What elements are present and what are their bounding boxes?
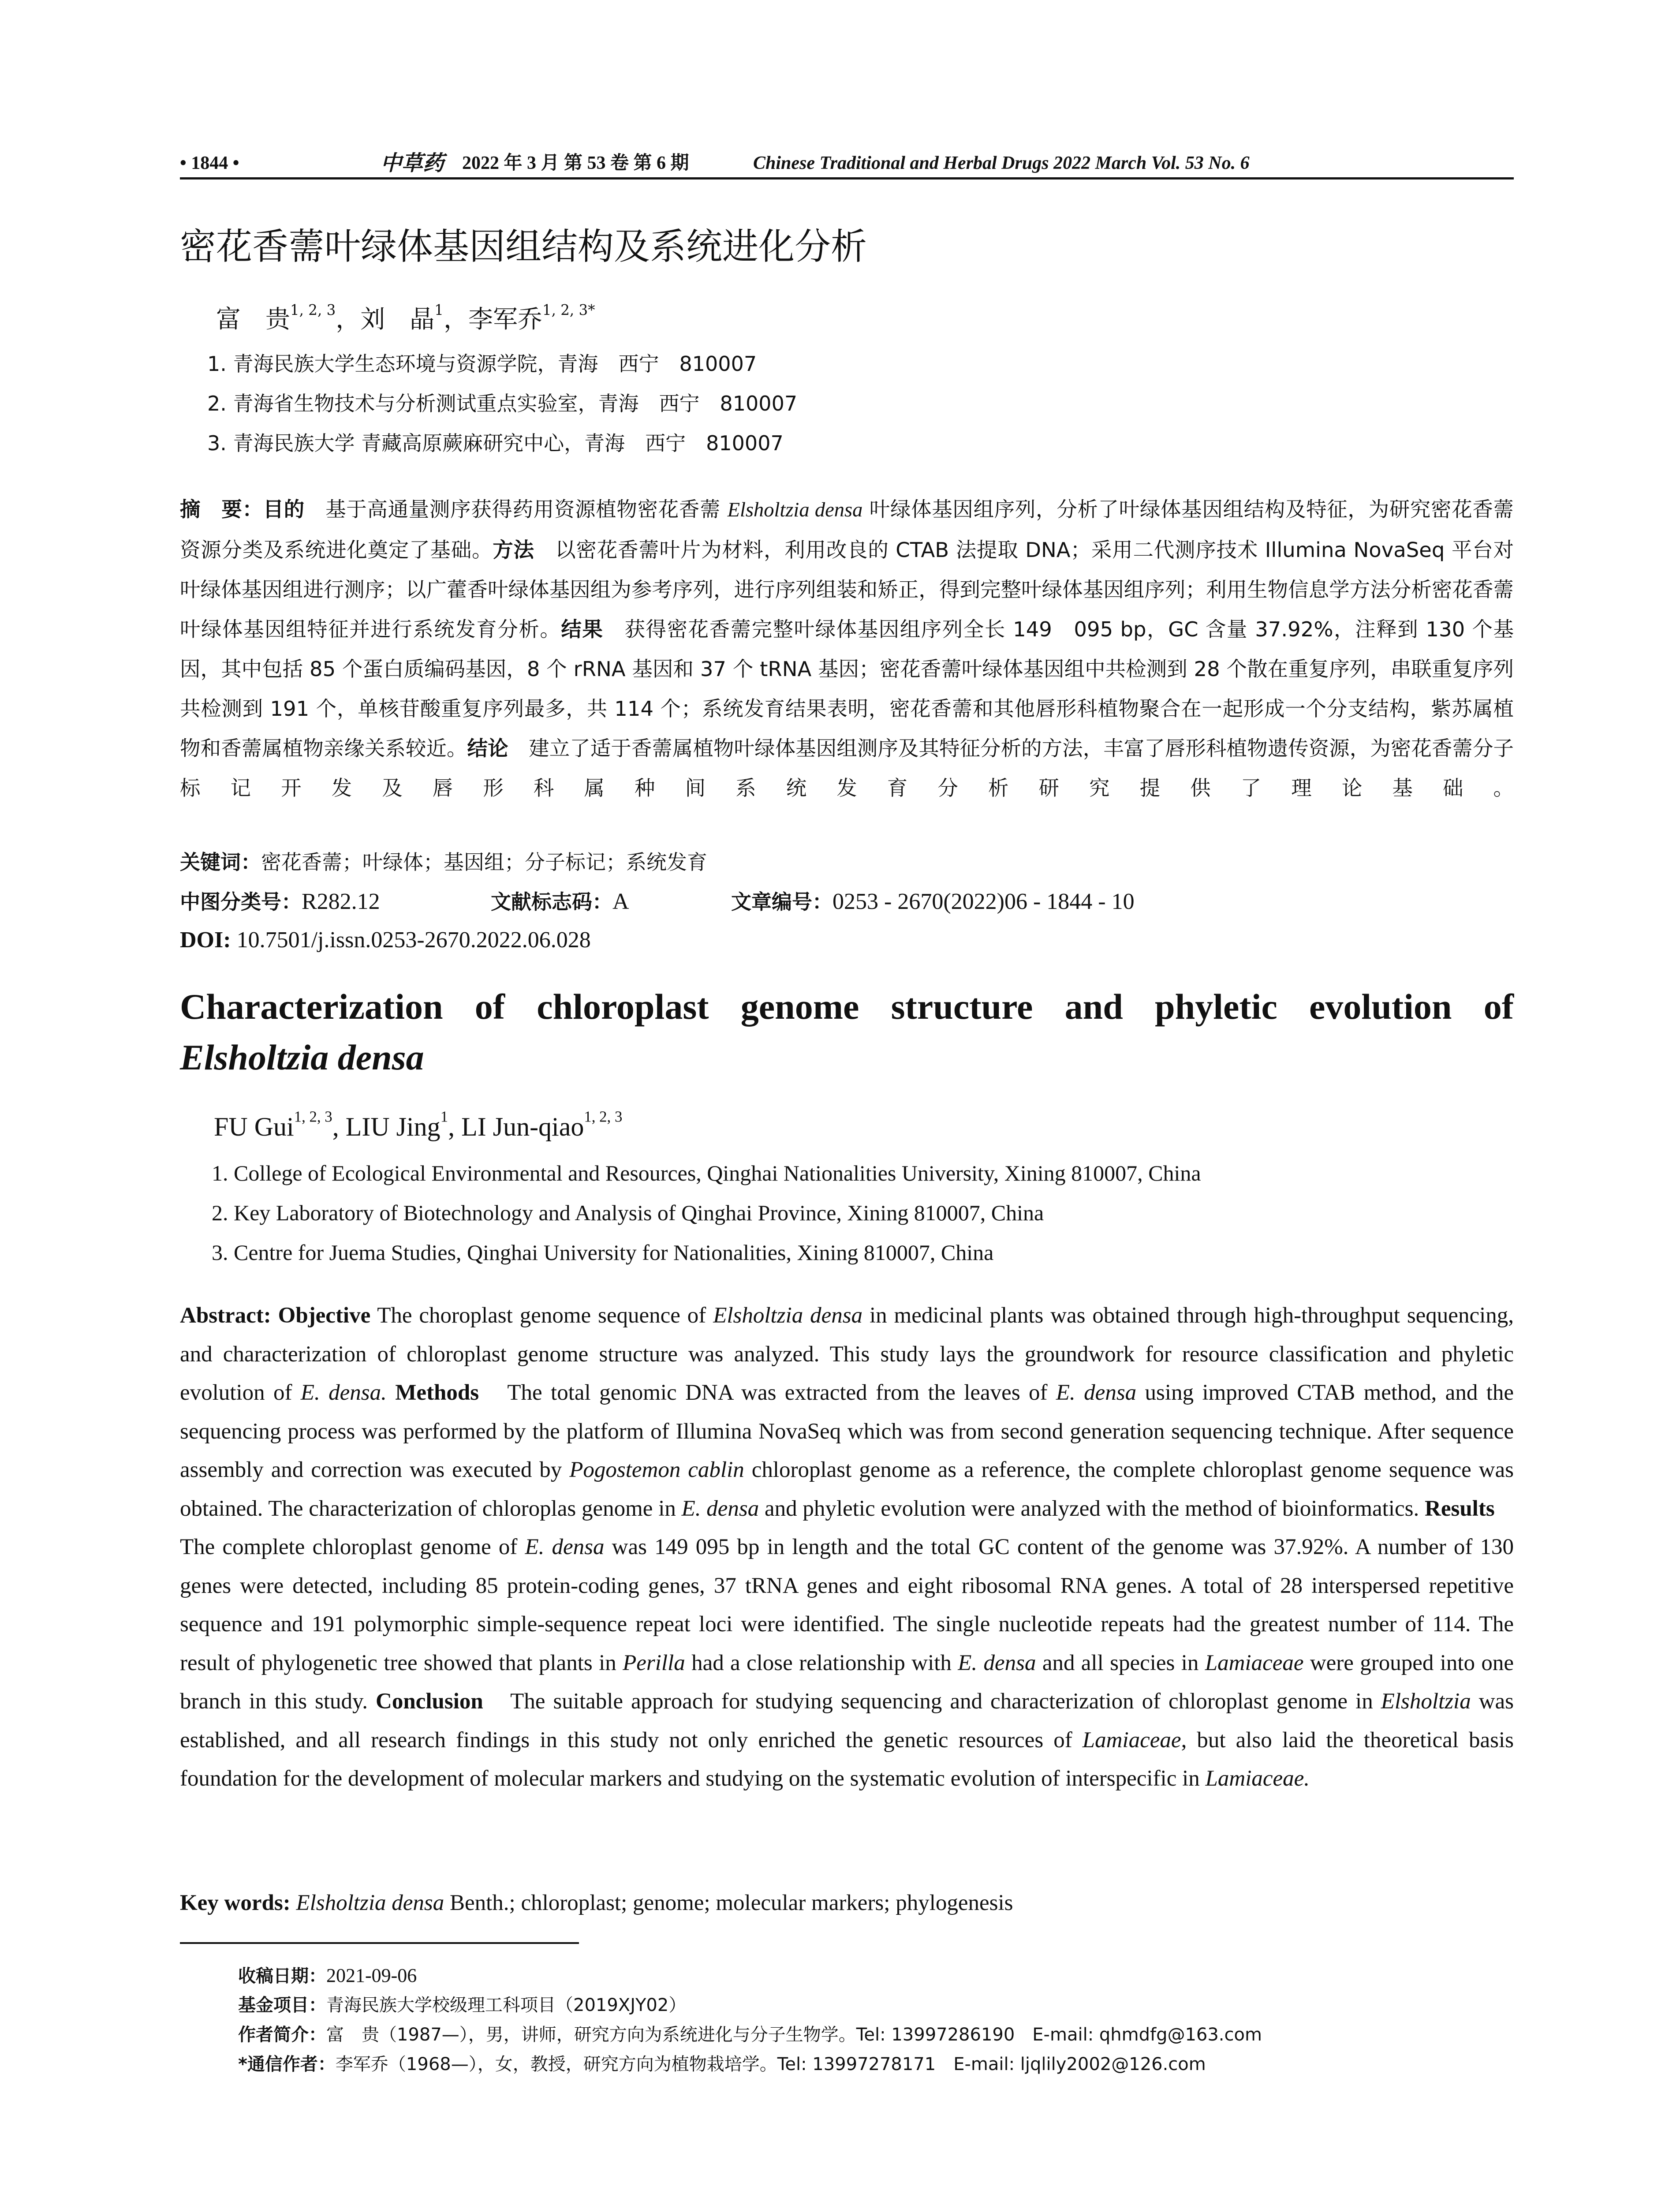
- title-cn: 密花香薷叶绿体基因组结构及系统进化分析: [180, 226, 867, 268]
- authors-en: FU Gui$^{1, 2, 3}$, LIU Jing$^1$, LI Jun-qiao$^{1, 2, 3}$: [214, 1108, 623, 1141]
- authors-cn: [216, 300, 595, 340]
- footnote-corresponding: *通信作者：李军乔（1968—），女，教授，研究方向为植物栽培学。Tel: 13997278171 E-mail: ljqlily2002@126.com: [238, 2054, 1206, 2074]
- affiliation-en: 1. College of Ecological Environmental and Resources, Qinghai Nationalities University, Xining 810007, China: [212, 1161, 1201, 1185]
- author-separator: ，: [443, 305, 468, 334]
- author-affiliation-mark: 1, 2, 3*: [542, 301, 595, 318]
- author-separator: ，: [336, 305, 361, 334]
- journal-name-en: Chinese Traditional and Herbal Drugs 2022 March Vol. 53 No. 6: [753, 153, 1250, 173]
- methods-label: Methods: [395, 1380, 479, 1405]
- doi-line: DOI: 10.7501/j.issn.0253-2670.2022.06.028: [180, 927, 591, 953]
- issue-cn: 2022 年 3 月 第 53 卷 第 6 期: [462, 153, 689, 173]
- doi: 10.7501/j.issn.0253-2670.2022.06.028: [231, 927, 591, 953]
- results-label: Results: [1425, 1496, 1495, 1521]
- author-affiliation-mark: 1: [434, 301, 444, 318]
- objective-label: 目的: [263, 497, 305, 521]
- affiliation-en: 3. Centre for Juema Studies, Qinghai University for Nationalities, Xining 810007, China: [212, 1240, 994, 1265]
- journal-name-cn: 中草药: [381, 151, 444, 176]
- author-affiliation-mark: 1, 2, 3: [294, 1108, 332, 1125]
- author-name: LI Jun-qiao: [461, 1112, 584, 1141]
- page-number: • 1844 •: [180, 153, 239, 173]
- footnote-fund: 基金项目：青海民族大学校级理工科项目（2019XJY02）: [238, 1995, 687, 2015]
- keywords-cn: 关键词：密花香薷；叶绿体；基因组；分子标记；系统发育: [180, 850, 707, 874]
- title-en: Characterization of chloroplast genome structure and phyletic evolution of Elsholtzia densa: [180, 987, 1514, 1077]
- footnote-author: 作者简介：富 贵（1987—），男，讲师，研究方向为系统进化与分子生物学。Tel: 13997286190 E-mail: qhmdfg@163.com: [238, 2025, 1262, 2045]
- author-affiliation-mark: 1: [440, 1108, 448, 1125]
- author-name: 李军乔: [468, 305, 542, 334]
- species-name: Elsholtzia densa: [727, 499, 863, 521]
- author-name: FU Gui: [214, 1112, 294, 1141]
- footnote-rule: [180, 1942, 579, 1944]
- methods-label: 方法: [493, 538, 534, 562]
- classification-line: 中图分类号：R282.12 文献标志码：A 文章编号：0253 - 2670(2022)06 - 1844 - 10: [180, 889, 1135, 914]
- author-affiliation-mark: 1, 2, 3: [584, 1108, 623, 1125]
- affiliation-en: 2. Key Laboratory of Biotechnology and Analysis of Qinghai Province, Xining 810007, China: [212, 1200, 1044, 1225]
- author-name: 刘 晶: [360, 305, 435, 334]
- header-rule: [180, 177, 1514, 179]
- abstract-label: Abstract:: [180, 1303, 271, 1328]
- abstract-cn: 摘 要：目的 基于高通量测序获得药用资源植物密花香薷 Elsholtzia densa 叶绿体基因组序列，分析了叶绿体基因组结构及特征，为研究密花香薷资源分类及系统进化奠定了基础。方法 以密花香薷叶片为材料，利用改良的 CTAB 法提取 DNA；采用二代测序技术 Illumina NovaSeq 平台对叶绿体基因组进行测序；以广藿香叶绿体基因组为参考序列，进行序列组装和矫正，得到完整叶绿体基因组序列；利用生物信息学方法分析密花香薷叶绿体基因组特征并进行系统发育分析。结果 获得密花香薷完整叶绿体基因组序列全长 149 095 bp，GC 含量 37.92%，注释到 130 个基因，其中包括 85 个蛋白质编码基因，8 个 rRNA 基因和 37 个 tRNA 基因；密花香薷叶绿体基因组中共检测到 28 个散在重复序列，串联重复序列共检测到 191 个，单核苷酸重复序列最多，共 114 个；系统发育结果表明，密花香薷和其他唇形科植物聚合在一起形成一个分支结构，紫苏属植物和香薷属植物亲缘关系较近。结论 建立了适于香薷属植物叶绿体基因组测序及其特征分析的方法，丰富了唇形科植物遗传资源，为密花香薷分子标记开发及唇形科属种间系统发育分析研究提供了理论基础。: [180, 497, 1514, 800]
- author-affiliation-mark: 1, 2, 3: [290, 301, 336, 318]
- affiliation-cn: 1. 青海民族大学生态环境与资源学院，青海 西宁 810007: [207, 352, 757, 376]
- objective-label: Objective: [278, 1303, 371, 1328]
- affiliation-cn: 2. 青海省生物技术与分析测试重点实验室，青海 西宁 810007: [207, 392, 798, 415]
- clc-number: R282.12: [302, 889, 380, 914]
- author-name: 富 贵: [216, 305, 290, 334]
- footnote-received: 收稿日期：2021-09-06: [238, 1965, 417, 1986]
- keywords-en: Key words: Elsholtzia densa Benth.; chloroplast; genome; molecular markers; phylogenesis: [180, 1891, 1013, 1915]
- abstract-en: Abstract: Objective The choroplast genome sequence of Elsholtzia densa in medicinal plants was obtained through high-throughput sequencing, and characterization of chloroplast genome structure was analyzed. This study lays the groundwork for resource classification and phyletic evolution of E. densa. Methods The total genomic DNA was extracted from the leaves of E. densa using improved CTAB method, and the sequencing process was performed by the platform of Illumina NovaSeq which was from second generation sequencing technique. After sequence assembly and correction was executed by Pogostemon cablin chloroplast genome as a reference, the complete chloroplast genome sequence was obtained. The characterization of chloroplas genome in E. densa and phyletic evolution were analyzed with the method of bioinformatics. Results The complete chloroplast genome of E. densa was 149 095 bp in length and the total GC content of the genome was 37.92%. A number of 130 genes were detected, including 85 protein-coding genes, 37 tRNA genes and eight ribosomal RNA genes. A total of 28 interspersed repetitive sequence and 191 polymorphic simple-sequence repeat loci were identified. The single nucleotide repeats had the greatest number of 114. The result of phylogenetic tree showed that plants in Perilla had a close relationship with E. densa and all species in Lamiaceae were grouped into one branch in this study. Conclusion The suitable approach for studying sequencing and characterization of chloroplast genome in Elsholtzia was established, and all research findings in this study not only enriched the genetic resources of Lamiaceae, but also laid the theoretical basis foundation for the development of molecular markers and studying on the systematic evolution of interspecific in Lamiaceae.: [180, 1303, 1517, 1791]
- affiliation-cn: 3. 青海民族大学 青藏高原蕨麻研究中心，青海 西宁 810007: [207, 431, 784, 455]
- abstract-label: 摘 要：: [180, 497, 263, 521]
- conclusion-label: 结论: [467, 736, 508, 760]
- article-number: 0253 - 2670(2022)06 - 1844 - 10: [833, 889, 1135, 914]
- conclusion-label: Conclusion: [375, 1689, 483, 1714]
- author-name: LIU Jing: [345, 1112, 441, 1141]
- results-label: 结果: [561, 617, 604, 641]
- document-code: A: [612, 889, 629, 914]
- running-header: [180, 148, 1514, 179]
